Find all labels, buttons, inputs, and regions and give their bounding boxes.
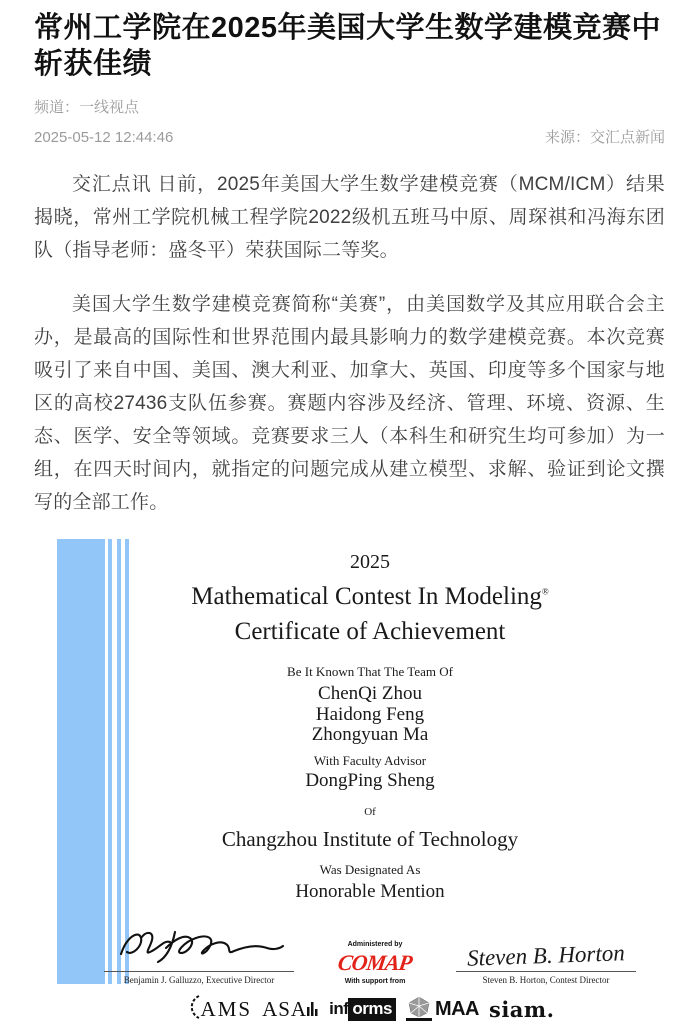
of-label: Of [364,805,376,818]
support-from-label: With support from [344,977,406,985]
designation-name: Honorable Mention [295,880,445,902]
signature-left-block [104,926,294,985]
advisor-name: DongPing Sheng [305,769,435,791]
source-label: 来源：交汇点新闻 [544,129,665,146]
cert-year: 2025 [350,551,390,573]
team-member: Haidong Feng [315,703,425,725]
signature-row [55,926,685,985]
sponsor-informs [329,998,396,1021]
certificate-content [55,535,685,1025]
sponsor-ams [186,994,253,1025]
asa-label: ASA [262,996,308,1021]
team-member: ChenQi Zhou [318,683,422,704]
maa-caption-strip [406,1018,432,1021]
paragraph: 美国大学生数学建模竞赛简称“美赛”，由美国数学及其应用联合会主办，是最高的国际性和世界范围内最具影响力的数学建模竞赛。本次竞赛吸引了来自中国、美国、澳大利亚、加拿大、英国、印度等多个国家与地区的高校27436支队伍参赛。赛题内容涉及经济、管理、环境、资源、生态、医学、安全等领域。竞赛要求三人（本科生和研究生均可参加）为一组，在四天时间内，就指定的问题完成从建立模型、求解、验证到论文撰写的全部工作。 [34,294,665,513]
registered-mark-icon: ® [541,586,549,597]
sponsor-siam [489,997,554,1022]
siam-label: siam. [489,996,555,1022]
advisor-intro: With Faculty Advisor [313,752,427,768]
channel-label: 频道：一线视点 [34,99,140,116]
comap-block [320,941,430,985]
institution-name: Changzhou Institute of Technology [221,826,519,851]
signature-right-name: Steven B. Horton [466,939,626,971]
signature-left-caption: Benjamin J. Galluzzo, Executive Director [123,974,275,985]
team-intro: Be It Known That The Team Of [287,664,453,679]
signature-left-rule [104,971,294,972]
ams-label: AMS [200,996,253,1021]
paragraph: 交汇点讯 日前，2025年美国大学生数学建模竞赛（MCM/ICM）结果揭晓，常州工学院机械工程学院2022级机五班马中原、周琛祺和冯海东团队（指导老师：盛冬平）荣获国际二等奖。 [34,174,665,261]
signature-scribble-icon [113,926,285,971]
cert-title [55,583,685,611]
ams-laurel-icon [186,994,200,1025]
signature-right-caption: Steven B. Horton, Contest Director [482,974,610,985]
page-title: 常州工学院在2025年美国大学生数学建模竞赛中斩获佳绩 [34,12,662,80]
signature-right-block [456,939,636,985]
sponsor-maa [406,997,479,1021]
sponsor-logo-row [55,994,685,1025]
designation-intro: Was Designated As [319,861,421,877]
cert-title-text: Mathematical Contest In Modeling [191,583,542,610]
team-member: Zhongyuan Ma [311,724,429,745]
team-list [55,684,685,746]
informs-box: orms [348,998,396,1021]
cert-subtitle: Certificate of Achievement [234,618,506,645]
sponsor-asa [262,997,319,1022]
publish-datetime: 2025-05-12 12:44:46 [34,129,174,146]
meta-row [34,126,665,147]
maa-label: MAA [434,997,479,1020]
maa-polyhedron-icon [406,997,432,1021]
informs-prefix: inf [329,999,349,1018]
administered-by-label: Administered by [347,940,403,948]
certificate-figure[interactable] [55,535,685,1022]
asa-bars-icon [307,997,319,1022]
comap-logo: COMAP [336,949,414,975]
